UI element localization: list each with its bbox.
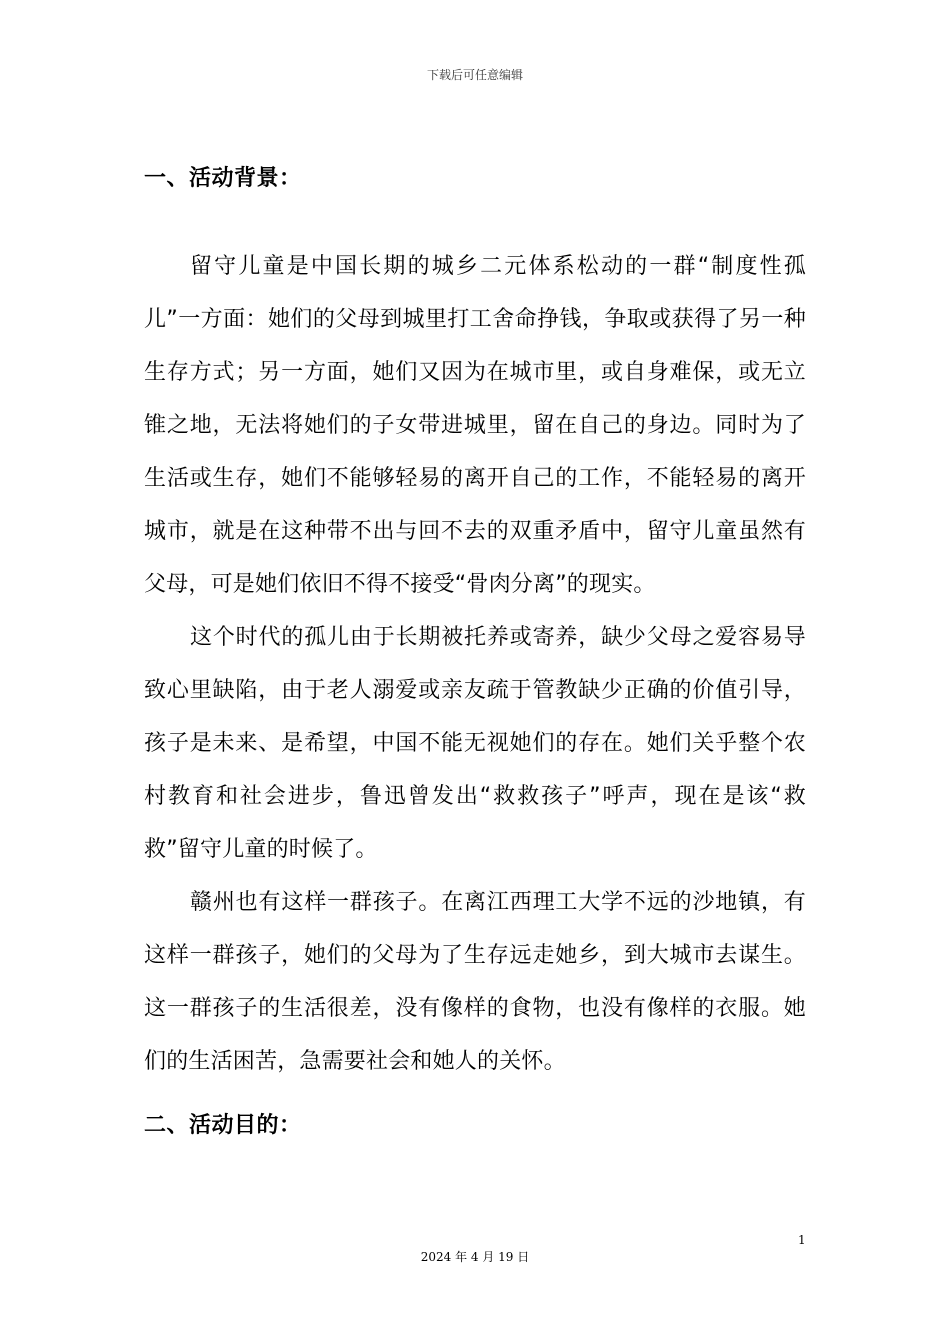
header-note: 下载后可任意编辑 — [426, 68, 523, 82]
section-body-background — [144, 240, 806, 1088]
paragraph: 赣州也有这样一群孩子。在离江西理工大学不远的沙地镇，有这样一群孩子，她们的父母为了生存远走她乡，到大城市去谋生。这一群孩子的生活很差，没有像样的食物，也没有像样的衣服。她们的生活困苦，急需要社会和她人的关怀。 — [144, 890, 806, 1074]
page-number: 1 — [798, 1233, 806, 1247]
section-heading-purpose: 二、活动目的： — [144, 1113, 302, 1138]
paragraph: 留守儿童是中国长期的城乡二元体系松动的一群“制度性孤儿”一方面：她们的父母到城里打工舍命挣钱，争取或获得了另一种生存方式；另一方面，她们又因为在城市里，或自身难保，或无立锥之地，无法将她们的子女带进城里，留在自己的身边。同时为了生活或生存，她们不能够轻易的离开自己的工作，不能轻易的离开城市，就是在这种带不出与回不去的双重矛盾中，留守儿童虽然有父母，可是她们依旧不得不接受“骨肉分离”的现实。 — [144, 254, 806, 597]
paragraph: 这个时代的孤儿由于长期被托养或寄养，缺少父母之爱容易导致心里缺陷，由于老人溺爱或亲友疏于管教缺少正确的价值引导，孩子是未来、是希望，中国不能无视她们的存在。她们关乎整个农村教育和社会进步，鲁迅曾发出“救救孩子”呼声，现在是该“救救”留守儿童的时候了。 — [144, 625, 806, 862]
section-heading-background: 一、活动背景： — [144, 166, 302, 191]
footer-date: 2024 年 4 月 19 日 — [420, 1250, 530, 1264]
